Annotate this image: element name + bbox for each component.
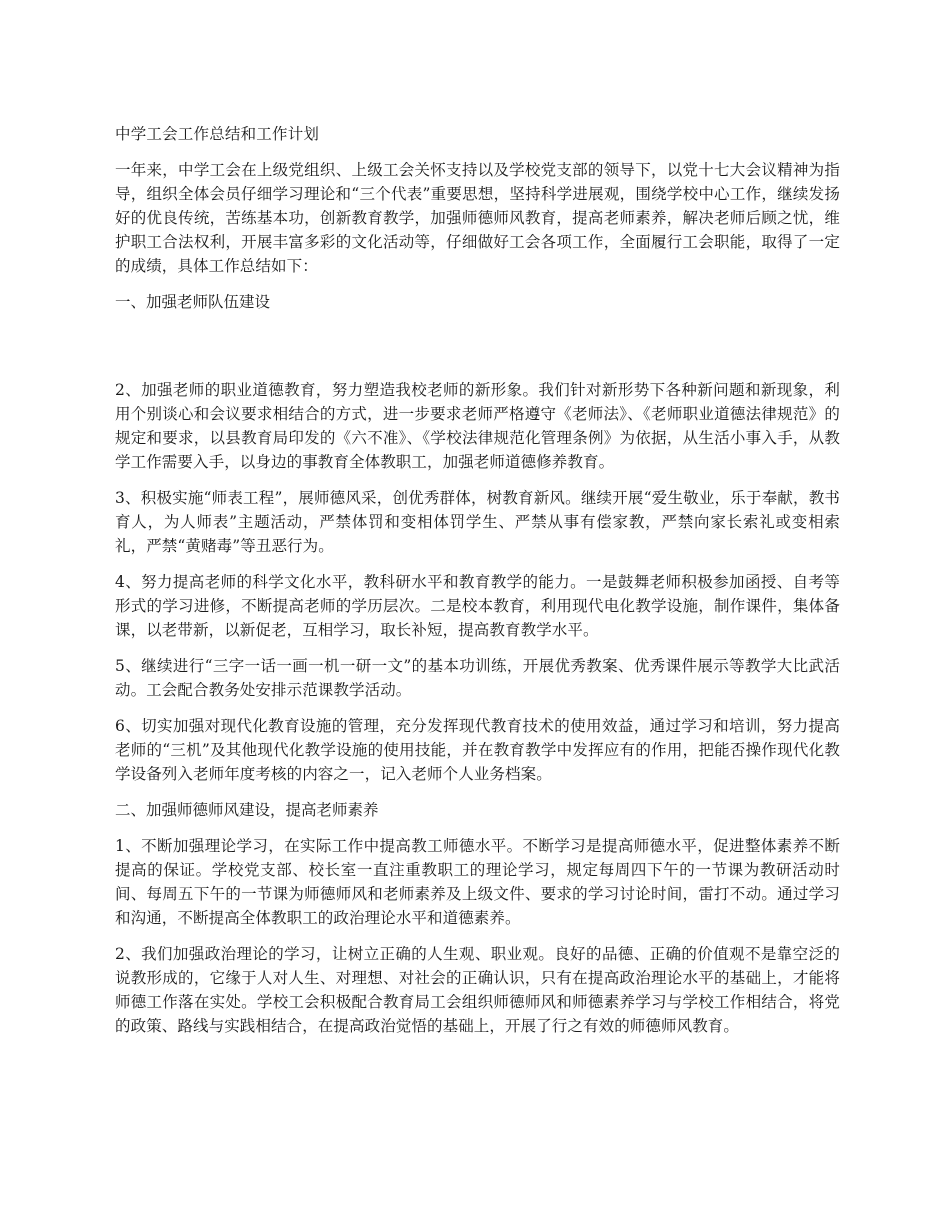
intro-paragraph: 一年来，中学工会在上级党组织、上级工会关怀支持以及学校党支部的领导下，以党十七大会议精神为指导，组织全体会员仔细学习理论和“三个代表”重要思想，坚持科学进展观，围绕学校中心工作，继续发扬好的优良传统，苦练基本功，创新教育教学，加强师德师风教育，提高老师素养，解决老师后顾之忧，维护职工合法权利，开展丰富多彩的文化活动等，仔细做好工会各项工作，全面履行工会职能，取得了一定的成绩，具体工作总结如下： [115,161,840,275]
section-heading-1: 一、加强老师队伍建设 [115,293,271,311]
document-page [115,122,840,1050]
section1-paragraph-2: 2、加强老师的职业道德教育，努力塑造我校老师的新形象。我们针对新形势下各种新问题和新现象，利用个别谈心和会议要求相结合的方式，进一步要求老师严格遵守《老师法》、《老师职业道德法律规范》的规定和要求，以县教育局印发的《六不准》、《学校法律规范化管理条例》为依据，从生活小事入手，从教学工作需要入手，以身边的事教育全体教职工，加强老师道德修养教育。 [115,381,840,471]
section2-paragraph-2: 2、我们加强政治理论的学习，让树立正确的人生观、职业观。良好的品德、正确的价值观不是靠空泛的说教形成的，它缘于人对人生、对理想、对社会的正确认识，只有在提高政治理论水平的基础上，才能将师德工作落在实处。学校工会积极配合教育局工会组织师德师风和师德素养学习与学校工作相结合，将党的政策、路线与实践相结合，在提高政治觉悟的基础上，开展了行之有效的师德师风教育。 [115,945,840,1035]
section1-paragraph-6: 6、切实加强对现代化教育设施的管理，充分发挥现代教育技术的使用效益，通过学习和培训，努力提高老师的“三机”及其他现代化教学设施的使用技能，并在教育教学中发挥应有的作用，把能否操作现代化教学设备列入老师年度考核的内容之一，记入老师个人业务档案。 [115,717,840,783]
section1-paragraph-4: 4、努力提高老师的科学文化水平，教科研水平和教育教学的能力。一是鼓舞老师积极参加函授、自考等形式的学习进修，不断提高老师的学历层次。二是校本教育，利用现代电化教学设施，制作课件，集体备课，以老带新，以新促老，互相学习，取长补短，提高教育教学水平。 [115,573,840,639]
section-heading-2: 二、加强师德师风建设，提高老师素养 [115,801,379,819]
document-title: 中学工会工作总结和工作计划 [115,125,320,143]
section2-paragraph-1: 1、不断加强理论学习，在实际工作中提高教工师德水平。不断学习是提高师德水平，促进整体素养不断提高的保证。学校党支部、校长室一直注重教职工的理论学习，规定每周四下午的一节课为教研活动时间、每周五下午的一节课为师德师风和老师素养及上级文件、要求的学习讨论时间，雷打不动。通过学习和沟通，不断提高全体教职工的政治理论水平和道德素养。 [115,837,840,927]
section1-paragraph-3: 3、积极实施“师表工程”，展师德风采，创优秀群体，树教育新风。继续开展“爱生敬业，乐于奉献，教书育人，为人师表”主题活动，严禁体罚和变相体罚学生、严禁从事有偿家教，严禁向家长索礼或变相索礼，严禁“黄赌毒”等丑恶行为。 [115,489,840,555]
section1-paragraph-5: 5、继续进行“三字一话一画一机一研一文”的基本功训练，开展优秀教案、优秀课件展示等教学大比武活动。工会配合教务处安排示范课教学活动。 [115,657,840,699]
blank-gap [115,326,840,378]
